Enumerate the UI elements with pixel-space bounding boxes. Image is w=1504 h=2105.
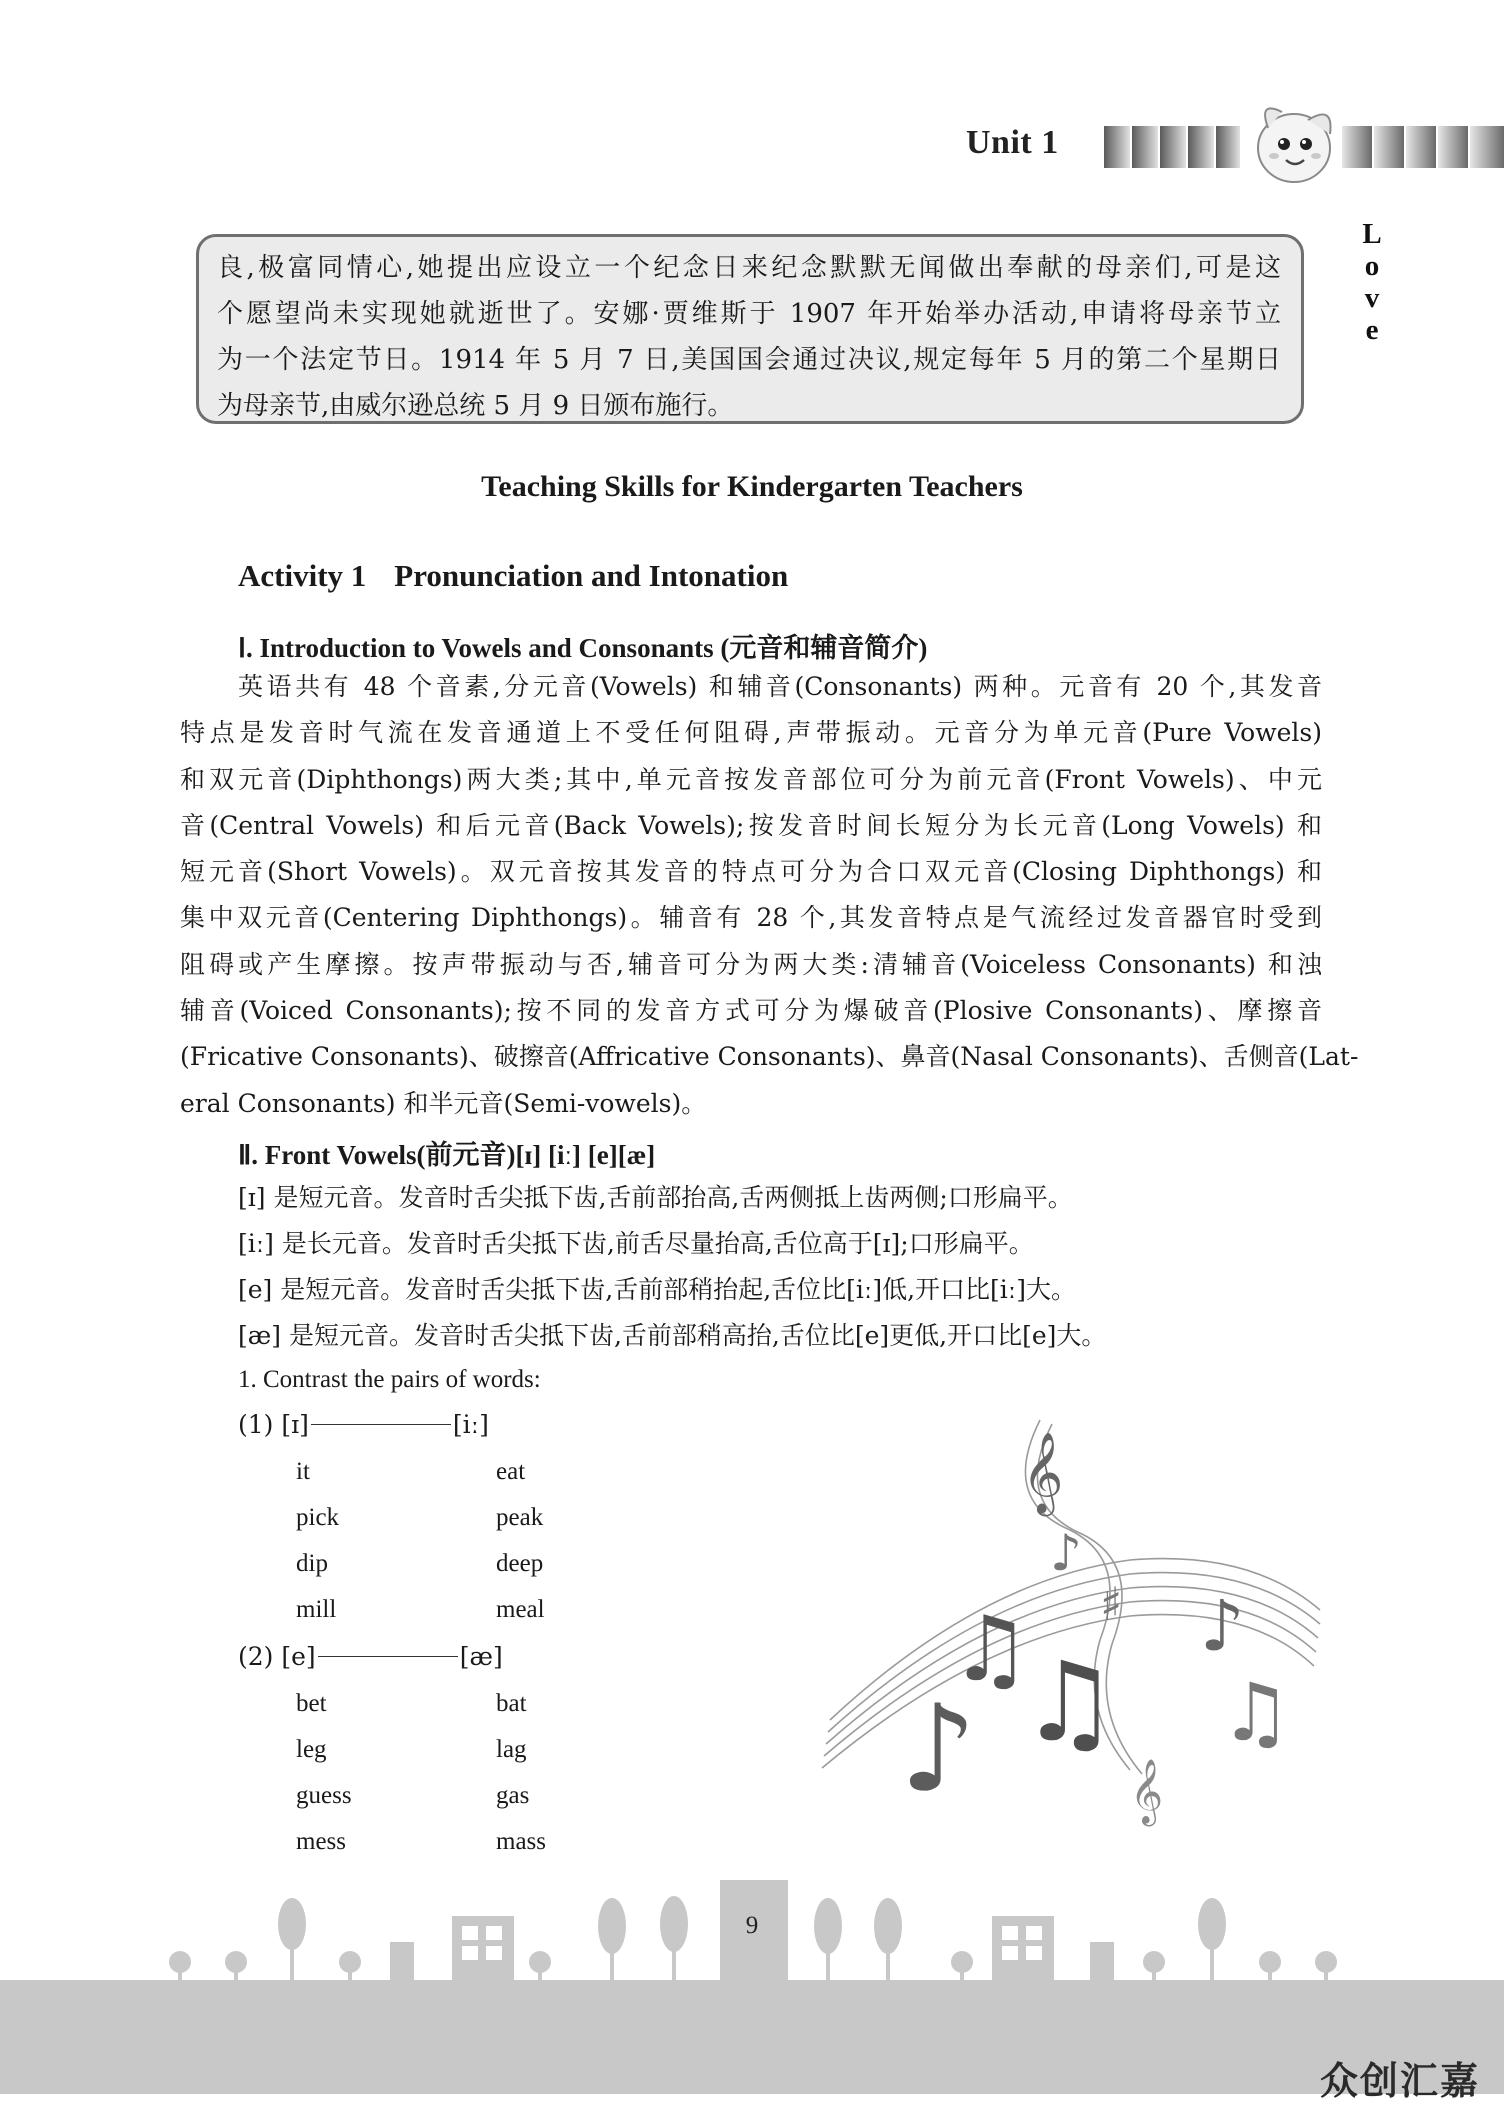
note-line: 为一个法定节日。1914 年 5 月 7 日,美国国会通过决议,规定每年 5 月的第二个星期日 bbox=[217, 345, 1281, 375]
svg-text:𝄞: 𝄞 bbox=[1130, 1759, 1164, 1824]
word-left: bet bbox=[296, 1690, 327, 1717]
word-left: mill bbox=[296, 1596, 337, 1623]
paragraph-line: (Fricative Consonants)、破擦音(Affricative Consonants)、鼻音(Nasal Consonants)、舌侧音(Lat- bbox=[180, 1042, 1359, 1072]
paragraph-line: 短元音(Short Vowels)。双元音按其发音的特点可分为合口双元音(Closing Diphthongs) 和 bbox=[180, 857, 1322, 887]
word-right: meal bbox=[496, 1596, 545, 1623]
word-right: deep bbox=[496, 1550, 544, 1577]
pair-set-1-label bbox=[238, 1410, 489, 1439]
word-left: mess bbox=[296, 1828, 346, 1855]
paragraph-line: 阻碍或产生摩擦。按声带振动与否,辅音可分为两大类:清辅音(Voiceless Consonants) 和浊 bbox=[180, 949, 1322, 979]
word-left: guess bbox=[296, 1782, 352, 1809]
activity-title: Pronunciation and Intonation bbox=[394, 558, 789, 593]
left-symbol: [ɪ] bbox=[281, 1410, 309, 1439]
svg-text:𝄞: 𝄞 bbox=[1022, 1431, 1064, 1513]
svg-text:♫: ♫ bbox=[1220, 1666, 1292, 1759]
pair-number: (2) bbox=[238, 1642, 274, 1671]
word-right: peak bbox=[496, 1504, 544, 1531]
exercise-instruction: 1. Contrast the pairs of words: bbox=[238, 1366, 541, 1393]
cartoon-mascot-icon bbox=[1238, 98, 1348, 188]
unit-title: Unit 1 bbox=[966, 124, 1059, 161]
left-symbol: [e] bbox=[281, 1642, 316, 1671]
music-notes-illustration bbox=[800, 1410, 1330, 1850]
paragraph-line: 特点是发音时气流在发音通道上不受任何阻碍,声带振动。元音分为单元音(Pure Vowels) bbox=[180, 718, 1322, 748]
svg-text:♪: ♪ bbox=[900, 1680, 977, 1819]
paragraph-line: 英语共有 48 个音素,分元音(Vowels) 和辅音(Consonants) 两种。元音有 20 个,其发音 bbox=[238, 672, 1322, 701]
watermark-text: 众创汇嘉 bbox=[1320, 2059, 1481, 2103]
word-right: mass bbox=[496, 1828, 546, 1855]
word-right: eat bbox=[496, 1458, 526, 1485]
svg-text:♫: ♫ bbox=[950, 1597, 1031, 1702]
side-letter-l: L bbox=[1362, 218, 1382, 250]
paragraph-line: 集中双元音(Centering Diphthongs)。辅音有 28 个,其发音特点是气流经过发音器官时受到 bbox=[180, 903, 1322, 933]
paragraph-line: eral Consonants) 和半元音(Semi-vowels)。 bbox=[180, 1088, 707, 1118]
part2-heading: Ⅱ. Front Vowels(前元音)[ɪ] [iː] [e][æ] bbox=[238, 1140, 656, 1170]
vowel-description: [æ] 是短元音。发音时舌尖抵下齿,舌前部稍高抬,舌位比[e]更低,开口比[e]大。 bbox=[238, 1321, 1107, 1350]
word-right: bat bbox=[496, 1690, 527, 1717]
vowel-description: [e] 是短元音。发音时舌尖抵下齿,舌前部稍抬起,舌位比[iː]低,开口比[iː]大。 bbox=[238, 1275, 1076, 1304]
right-symbol: [æ] bbox=[459, 1642, 503, 1671]
activity-heading bbox=[238, 558, 788, 594]
word-left: dip bbox=[296, 1550, 328, 1577]
paragraph-line: 辅音(Voiced Consonants);按不同的发音方式可分为爆破音(Plosive Consonants)、摩擦音 bbox=[180, 996, 1322, 1026]
vowel-description: [iː] 是长元音。发音时舌尖抵下齿,前舌尽量抬高,舌位高于[ɪ];口形扁平。 bbox=[238, 1229, 1034, 1258]
note-line: 个愿望尚未实现她就逝世了。安娜·贾维斯于 1907 年开始举办活动,申请将母亲节立 bbox=[217, 299, 1281, 329]
activity-label: Activity 1 bbox=[238, 558, 367, 593]
right-symbol: [iː] bbox=[452, 1410, 489, 1439]
word-right: gas bbox=[496, 1782, 530, 1809]
paragraph-line: 和双元音(Diphthongs)两大类;其中,单元音按发音部位可分为前元音(Front Vowels)、中元 bbox=[180, 764, 1322, 794]
vowel-description: [ɪ] 是短元音。发音时舌尖抵下齿,舌前部抬高,舌两侧抵上齿两侧;口形扁平。 bbox=[238, 1183, 1073, 1212]
svg-text:♫: ♫ bbox=[1020, 1638, 1119, 1766]
mothers-day-note-box bbox=[196, 234, 1304, 424]
pair-number: (1) bbox=[238, 1410, 274, 1439]
word-left: pick bbox=[296, 1504, 340, 1531]
note-line: 良,极富同情心,她提出应设立一个纪念日来纪念默默无闻做出奉献的母亲们,可是这 bbox=[217, 253, 1281, 283]
section-title: Teaching Skills for Kindergarten Teachers bbox=[481, 470, 1023, 503]
part1-heading: Ⅰ. Introduction to Vowels and Consonants (元音和辅音简介) bbox=[238, 633, 928, 663]
side-letter-e: e bbox=[1365, 314, 1379, 346]
part1-paragraph bbox=[180, 664, 1359, 1127]
svg-text:♪: ♪ bbox=[1200, 1585, 1245, 1667]
side-letter-v: v bbox=[1364, 282, 1380, 314]
pair-set-2-label bbox=[238, 1642, 503, 1671]
connector-line bbox=[311, 1424, 451, 1425]
footer-ground bbox=[0, 1980, 1504, 2094]
connector-line bbox=[318, 1656, 458, 1657]
side-letter-o: o bbox=[1364, 250, 1380, 282]
page-number: 9 bbox=[745, 1912, 759, 1939]
word-left: it bbox=[296, 1458, 310, 1485]
note-line: 为母亲节,由威尔逊总统 5 月 9 日颁布施行。 bbox=[217, 391, 734, 421]
word-right: lag bbox=[496, 1736, 527, 1763]
paragraph-line: 音(Central Vowels) 和后元音(Back Vowels);按发音时间长短分为长元音(Long Vowels) 和 bbox=[180, 810, 1322, 840]
word-left: leg bbox=[296, 1736, 327, 1763]
svg-text:♪: ♪ bbox=[1050, 1524, 1082, 1582]
svg-text:♯: ♯ bbox=[1100, 1577, 1123, 1631]
